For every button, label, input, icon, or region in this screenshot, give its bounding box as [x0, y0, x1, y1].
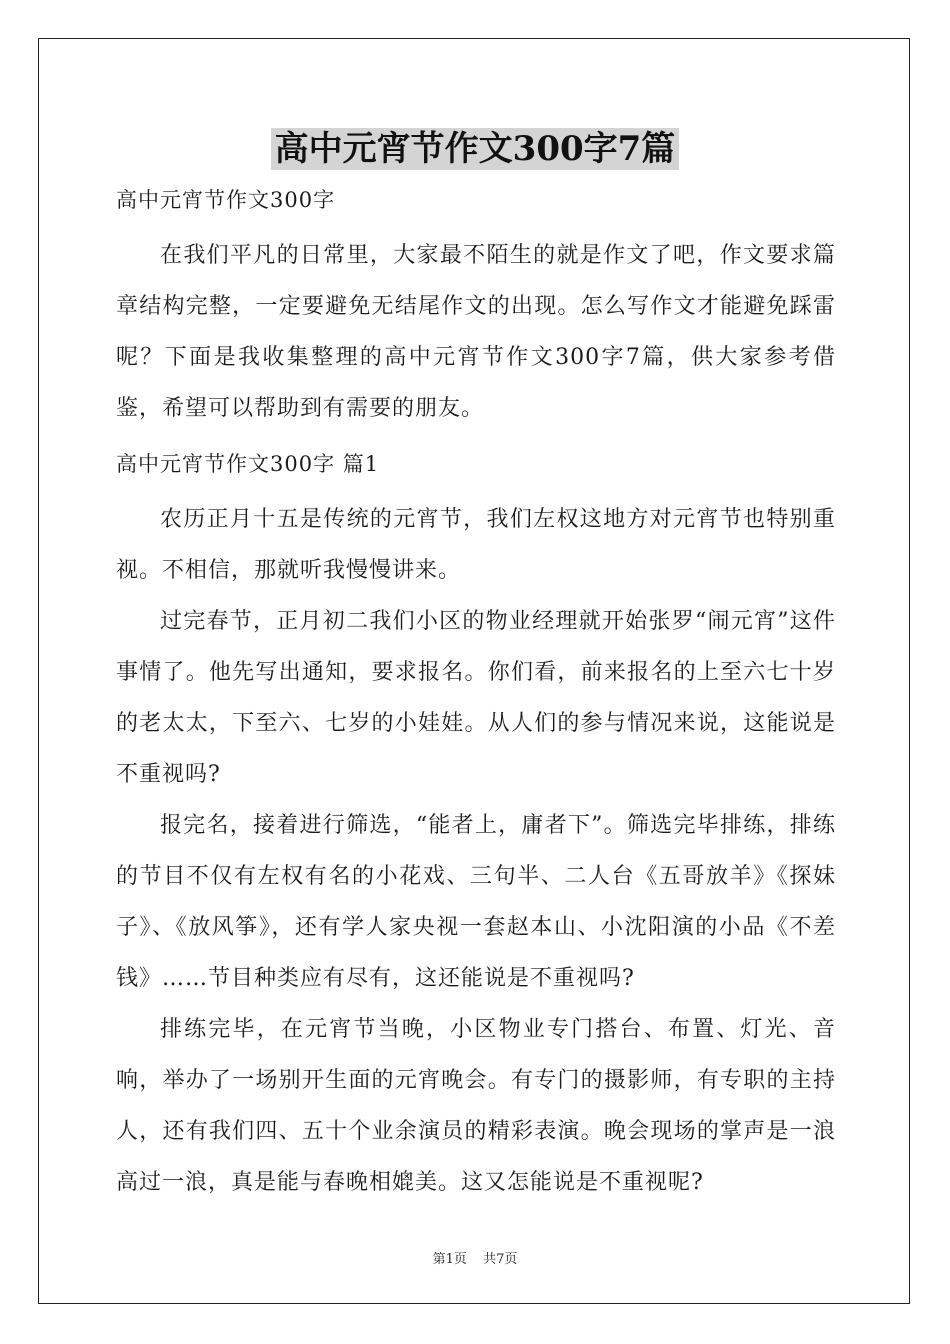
intro-heading: 高中元宵节作文300字	[116, 188, 336, 212]
document-title	[0, 128, 950, 170]
page-number-total: 共7页	[483, 1252, 518, 1267]
page-footer	[0, 1248, 950, 1267]
body-paragraph: 农历正月十五是传统的元宵节，我们左权这地方对元宵节也特别重视。不相信，那就听我慢慢讲来。	[116, 507, 836, 583]
body-paragraph: 过完春节，正月初二我们小区的物业经理就开始张罗“闹元宵”这件事情了。他先写出通知，要求报名。你们看，前来报名的上至六七十岁的老太太，下至六、七岁的小娃娃。从人们的参与情况来说，这能说是不重视吗?	[116, 609, 836, 787]
section-heading: 高中元宵节作文300字 篇1	[116, 452, 380, 476]
body-paragraph: 排练完毕，在元宵节当晚，小区物业专门搭台、布置、灯光、音响，举办了一场别开生面的元宵晚会。有专门的摄影师，有专职的主持人，还有我们四、五十个业余演员的精彩表演。晚会现场的掌声是一浪高过一浪，真是能与春晚相媲美。这又怎能说是不重视呢?	[116, 1017, 836, 1195]
page-number-current: 第1页	[432, 1252, 467, 1267]
document-title-text: 高中元宵节作文300字7篇	[271, 128, 680, 170]
body-paragraph: 报完名，接着进行筛选，“能者上，庸者下”。筛选完毕排练，排练的节目不仅有左权有名的小花戏、三句半、二人台《五哥放羊》《探妹子》、《放风筝》，还有学人家央视一套赵本山、小沈阳演的小品《不差钱》……节目种类应有尽有，这还能说是不重视吗?	[116, 813, 836, 991]
document-body	[116, 180, 836, 1208]
intro-paragraph: 在我们平凡的日常里，大家最不陌生的就是作文了吧，作文要求篇章结构完整，一定要避免无结尾作文的出现。怎么写作文才能避免踩雷呢？下面是我收集整理的高中元宵节作文300字7篇，供大家参考借鉴，希望可以帮助到有需要的朋友。	[116, 243, 836, 421]
